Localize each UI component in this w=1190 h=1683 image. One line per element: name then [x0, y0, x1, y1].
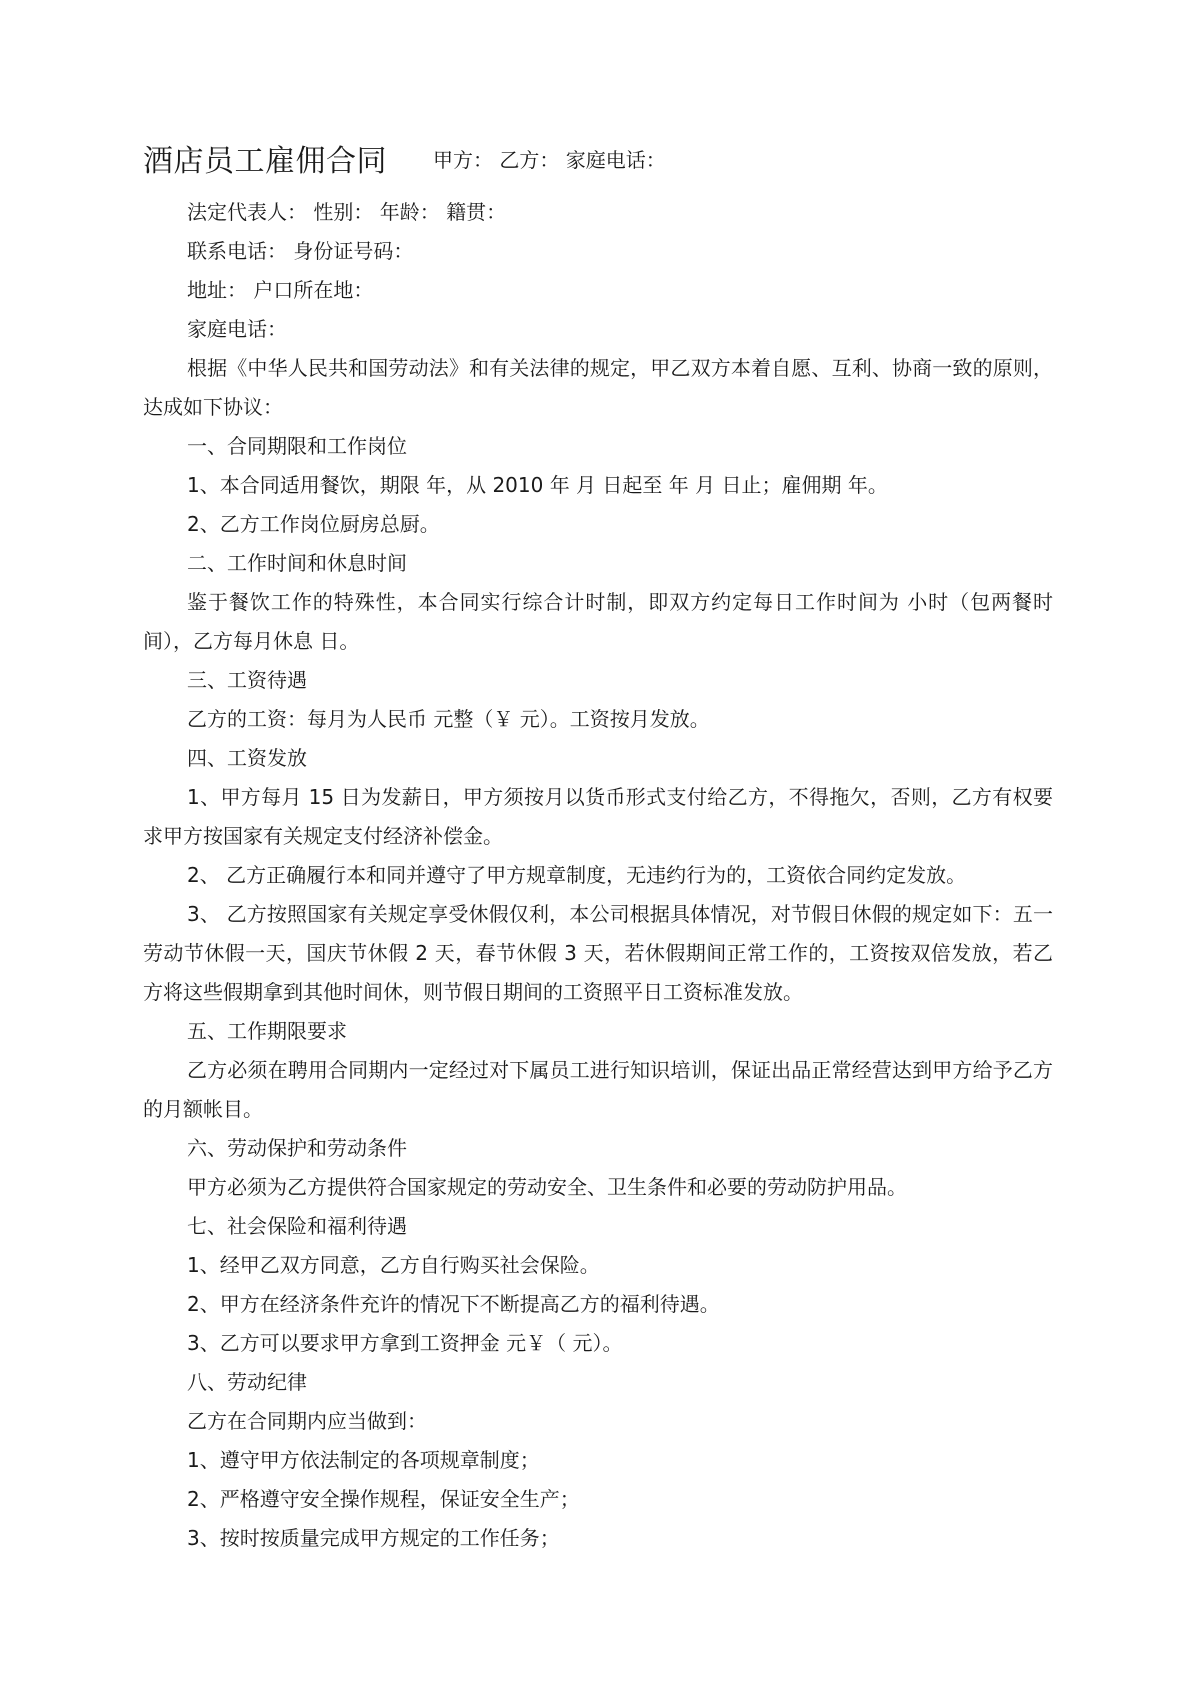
clause-paragraph: 乙方在合同期内应当做到：	[187, 1409, 427, 1433]
section-heading: 五、工作期限要求	[187, 1019, 347, 1043]
clause-paragraph: 1、甲方每月 15 日为发薪日，甲方须按月以货币形式支付给乙方，不得拖欠，否则，乙方有权要求甲方按国家有关规定支付经济补偿金。	[143, 785, 1053, 848]
section-heading: 六、劳动保护和劳动条件	[187, 1136, 407, 1160]
clause-paragraph: 2、严格遵守安全操作规程，保证安全生产；	[187, 1487, 580, 1511]
clause-paragraph: 3、乙方可以要求甲方拿到工资押金 元￥（ 元）。	[187, 1331, 623, 1355]
section-heading: 七、社会保险和福利待遇	[187, 1214, 407, 1238]
section-heading: 三、工资待遇	[187, 668, 307, 692]
clause-paragraph: 3、按时按质量完成甲方规定的工作任务；	[187, 1526, 560, 1550]
clause-paragraph: 甲方必须为乙方提供符合国家规定的劳动安全、卫生条件和必要的劳动防护用品。	[187, 1175, 907, 1199]
clause-paragraph: 2、乙方工作岗位厨房总厨。	[187, 512, 440, 536]
clause-paragraph: 1、本合同适用餐饮，期限 年，从 2010 年 月 日起至 年 月 日止；雇佣期 年。	[187, 473, 888, 497]
contact-info-line: 联系电话： 身份证号码：	[187, 239, 414, 263]
clause-paragraph: 2、甲方在经济条件充许的情况下不断提高乙方的福利待遇。	[187, 1292, 720, 1316]
section-heading: 四、工资发放	[187, 746, 307, 770]
section-heading: 二、工作时间和休息时间	[187, 551, 407, 575]
preamble-paragraph: 根据《中华人民共和国劳动法》和有关法律的规定，甲乙双方本着自愿、互利、协商一致的原则，达成如下协议：	[143, 356, 1053, 419]
party-info-line: 法定代表人： 性别： 年龄： 籍贯：	[187, 200, 507, 224]
clause-paragraph: 2、 乙方正确履行本和同并遵守了甲方规章制度，无违约行为的，工资依合同约定发放。	[187, 863, 967, 887]
document-body	[143, 130, 1053, 1558]
home-phone-line: 家庭电话：	[187, 317, 287, 341]
clause-paragraph: 1、经甲乙双方同意，乙方自行购买社会保险。	[187, 1253, 600, 1277]
clause-paragraph: 3、 乙方按照国家有关规定享受休假仅利，本公司根据具体情况，对节假日休假的规定如下：五一劳动节休假一天，国庆节休假 2 天，春节休假 3 天，若休假期间正常工作的，工资按双倍发放，若乙方将这些假期拿到其他时间休，则节假日期间的工资照平日工资标准发放。	[143, 902, 1053, 1004]
section-heading: 八、劳动纪律	[187, 1370, 307, 1394]
clause-paragraph: 乙方的工资：每月为人民币 元整（￥ 元）。工资按月发放。	[187, 707, 710, 731]
clause-paragraph: 乙方必须在聘用合同期内一定经过对下属员工进行知识培训，保证出品正常经营达到甲方给予乙方的月额帐目。	[143, 1058, 1053, 1121]
section-heading: 一、合同期限和工作岗位	[187, 434, 407, 458]
document-title: 酒店员工雇佣合同	[143, 144, 387, 179]
header-fields: 甲方： 乙方： 家庭电话：	[433, 147, 666, 172]
clause-paragraph: 鉴于餐饮工作的特殊性，本合同实行综合计时制，即双方约定每日工作时间为 小时（包两餐时间），乙方每月休息 日。	[143, 590, 1053, 653]
address-line: 地址： 户口所在地：	[187, 278, 374, 302]
title-line	[143, 130, 1053, 186]
clause-paragraph: 1、遵守甲方依法制定的各项规章制度；	[187, 1448, 540, 1472]
